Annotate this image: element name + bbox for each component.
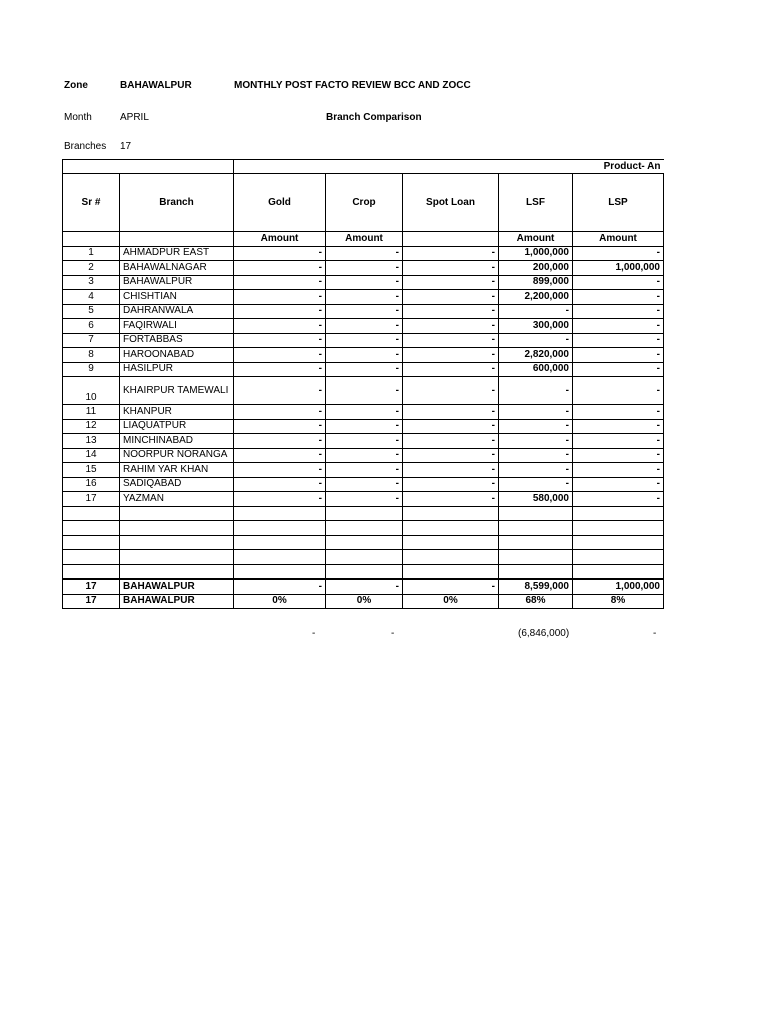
cell-lsp: - [573,319,664,334]
cell-crop: - [326,333,403,348]
table-row [63,348,664,363]
cell-sr: 17 [63,579,120,594]
cell-spot-loan: - [403,492,499,507]
cell-lsf: 68% [499,594,573,609]
cell-crop: - [326,246,403,261]
footer-lsf-diff: (6,846,000) [518,628,570,639]
cell-spot-loan: - [403,448,499,463]
cell-branch: BAHAWALPUR [120,275,234,290]
subheader-crop: Amount [326,232,403,247]
cell-branch: FAQIRWALI [120,319,234,334]
cell-crop: - [326,362,403,377]
cell-branch: HASILPUR [120,362,234,377]
table-row [63,405,664,420]
cell-sr: 17 [63,492,120,507]
cell-spot-loan: - [403,246,499,261]
table-row [63,333,664,348]
cell-crop: - [326,261,403,276]
cell-crop: - [326,377,403,405]
cell-crop: 0% [326,594,403,609]
table-row [63,419,664,434]
cell-branch: AHMADPUR EAST [120,246,234,261]
cell-sr: 8 [63,348,120,363]
cell-gold: - [234,348,326,363]
cell-lsf: - [499,477,573,492]
cell-branch: RAHIM YAR KHAN [120,463,234,478]
table-row [63,275,664,290]
cell-branch: DAHRANWALA [120,304,234,319]
cell-spot-loan: - [403,304,499,319]
cell-sr: 16 [63,477,120,492]
empty-row [63,550,664,565]
cell-spot-loan: - [403,275,499,290]
cell-lsf: - [499,463,573,478]
cell-lsp: - [573,419,664,434]
empty-row [63,535,664,550]
cell-branch: CHISHTIAN [120,290,234,305]
cell-lsp: - [573,448,664,463]
cell-lsp: - [573,405,664,420]
cell-lsf: - [499,419,573,434]
cell-lsf: 2,200,000 [499,290,573,305]
cell-lsp: - [573,246,664,261]
cell-lsp: - [573,290,664,305]
table-row [63,434,664,449]
cell-branch: SADIQABAD [120,477,234,492]
cell-lsp: 1,000,000 [573,579,664,594]
month-value: APRIL [120,112,149,123]
cell-spot-loan: - [403,333,499,348]
cell-sr: 11 [63,405,120,420]
cell-lsp: - [573,333,664,348]
cell-gold: - [234,434,326,449]
cell-lsf: 580,000 [499,492,573,507]
cell-crop: - [326,463,403,478]
cell-crop: - [326,405,403,420]
col-lsf: LSF [499,174,573,232]
cell-lsf: - [499,304,573,319]
month-label: Month [64,112,92,123]
col-gold: Gold [234,174,326,232]
cell-lsp: - [573,434,664,449]
cell-crop: - [326,275,403,290]
cell-crop: - [326,492,403,507]
cell-spot-loan: - [403,419,499,434]
cell-spot-loan: - [403,348,499,363]
cell-sr: 10 [63,377,120,405]
cell-sr: 6 [63,319,120,334]
cell-sr: 7 [63,333,120,348]
footer-gold-diff: - [312,628,316,639]
cell-lsf: - [499,448,573,463]
cell-lsp: - [573,304,664,319]
subheader-row [63,232,664,247]
table-row [63,477,664,492]
table-row [63,319,664,334]
table-row [63,246,664,261]
cell-gold: - [234,290,326,305]
cell-branch: HAROONABAD [120,348,234,363]
cell-gold: - [234,333,326,348]
cell-spot-loan: - [403,434,499,449]
cell-gold: - [234,275,326,290]
cell-lsf: 899,000 [499,275,573,290]
cell-crop: - [326,477,403,492]
cell-sr: 12 [63,419,120,434]
cell-lsf: 8,599,000 [499,579,573,594]
empty-row [63,521,664,536]
total-amount-row [63,579,664,594]
cell-crop: - [326,304,403,319]
cell-spot-loan: - [403,319,499,334]
table-row [63,290,664,305]
cell-lsf: 2,820,000 [499,348,573,363]
cell-lsf: 1,000,000 [499,246,573,261]
cell-sr: 9 [63,362,120,377]
cell-lsp: 1,000,000 [573,261,664,276]
cell-lsf: - [499,434,573,449]
cell-lsp: - [573,492,664,507]
cell-spot-loan: - [403,362,499,377]
column-header-row [63,174,664,232]
empty-row [63,506,664,521]
cell-lsf: - [499,377,573,405]
cell-gold: - [234,448,326,463]
cell-branch: LIAQUATPUR [120,419,234,434]
cell-crop: - [326,319,403,334]
cell-lsp: - [573,463,664,478]
subheader-lsf: Amount [499,232,573,247]
cell-gold: - [234,405,326,420]
cell-crop: - [326,348,403,363]
table-row [63,362,664,377]
cell-sr: 14 [63,448,120,463]
table-row [63,261,664,276]
cell-gold: - [234,419,326,434]
cell-branch: BAHAWALPUR [120,594,234,609]
cell-sr: 4 [63,290,120,305]
product-group-row [63,160,664,174]
cell-spot-loan: - [403,405,499,420]
branch-comparison-table [62,159,664,609]
table-row [63,304,664,319]
subheader-gold: Amount [234,232,326,247]
report-subtitle: Branch Comparison [326,112,422,123]
cell-spot-loan: 0% [403,594,499,609]
cell-sr: 5 [63,304,120,319]
cell-lsp: - [573,362,664,377]
col-sr: Sr # [63,174,120,232]
cell-spot-loan: - [403,477,499,492]
table-row [63,492,664,507]
cell-gold: - [234,579,326,594]
cell-crop: - [326,419,403,434]
cell-spot-loan: - [403,261,499,276]
col-spot-loan: Spot Loan [403,174,499,232]
cell-lsp: - [573,377,664,405]
cell-crop: - [326,579,403,594]
table-row [63,448,664,463]
cell-spot-loan: - [403,377,499,405]
cell-crop: - [326,434,403,449]
cell-lsf: - [499,333,573,348]
cell-gold: - [234,492,326,507]
cell-gold: - [234,463,326,478]
cell-gold: - [234,377,326,405]
cell-gold: - [234,246,326,261]
cell-branch: BAHAWALNAGAR [120,261,234,276]
col-lsp: LSP [573,174,664,232]
cell-lsp: - [573,477,664,492]
col-crop: Crop [326,174,403,232]
cell-gold: - [234,304,326,319]
cell-branch: FORTABBAS [120,333,234,348]
cell-sr: 1 [63,246,120,261]
cell-sr: 15 [63,463,120,478]
cell-lsf: 200,000 [499,261,573,276]
cell-branch: KHAIRPUR TAMEWALI [120,377,234,405]
total-percent-row [63,594,664,609]
cell-spot-loan: - [403,463,499,478]
table-row [63,463,664,478]
table-row [63,377,664,405]
empty-row [63,564,664,579]
cell-spot-loan: - [403,579,499,594]
cell-gold: - [234,477,326,492]
cell-lsf: 300,000 [499,319,573,334]
cell-sr: 2 [63,261,120,276]
cell-lsf: 600,000 [499,362,573,377]
cell-lsp: - [573,275,664,290]
cell-gold: - [234,362,326,377]
cell-crop: - [326,448,403,463]
cell-lsp: - [573,348,664,363]
product-group-label: Product- An [234,160,664,174]
cell-branch: MINCHINABAD [120,434,234,449]
cell-branch: NOORPUR NORANGA [120,448,234,463]
cell-sr: 13 [63,434,120,449]
footer-crop-diff: - [391,628,395,639]
cell-gold: - [234,319,326,334]
branches-value: 17 [120,141,132,152]
subheader-lsp: Amount [573,232,664,247]
cell-spot-loan: - [403,290,499,305]
cell-gold: 0% [234,594,326,609]
cell-branch: BAHAWALPUR [120,579,234,594]
cell-sr: 3 [63,275,120,290]
cell-branch: KHANPUR [120,405,234,420]
cell-gold: - [234,261,326,276]
cell-branch: YAZMAN [120,492,234,507]
cell-lsf: - [499,405,573,420]
zone-value: BAHAWALPUR [120,80,192,91]
col-branch: Branch [120,174,234,232]
zone-label: Zone [64,80,88,91]
branches-label: Branches [64,141,107,152]
cell-sr: 17 [63,594,120,609]
footer-lsp-diff: - [653,628,657,639]
cell-lsp: 8% [573,594,664,609]
cell-crop: - [326,290,403,305]
report-title: MONTHLY POST FACTO REVIEW BCC AND ZOCC [234,80,471,91]
